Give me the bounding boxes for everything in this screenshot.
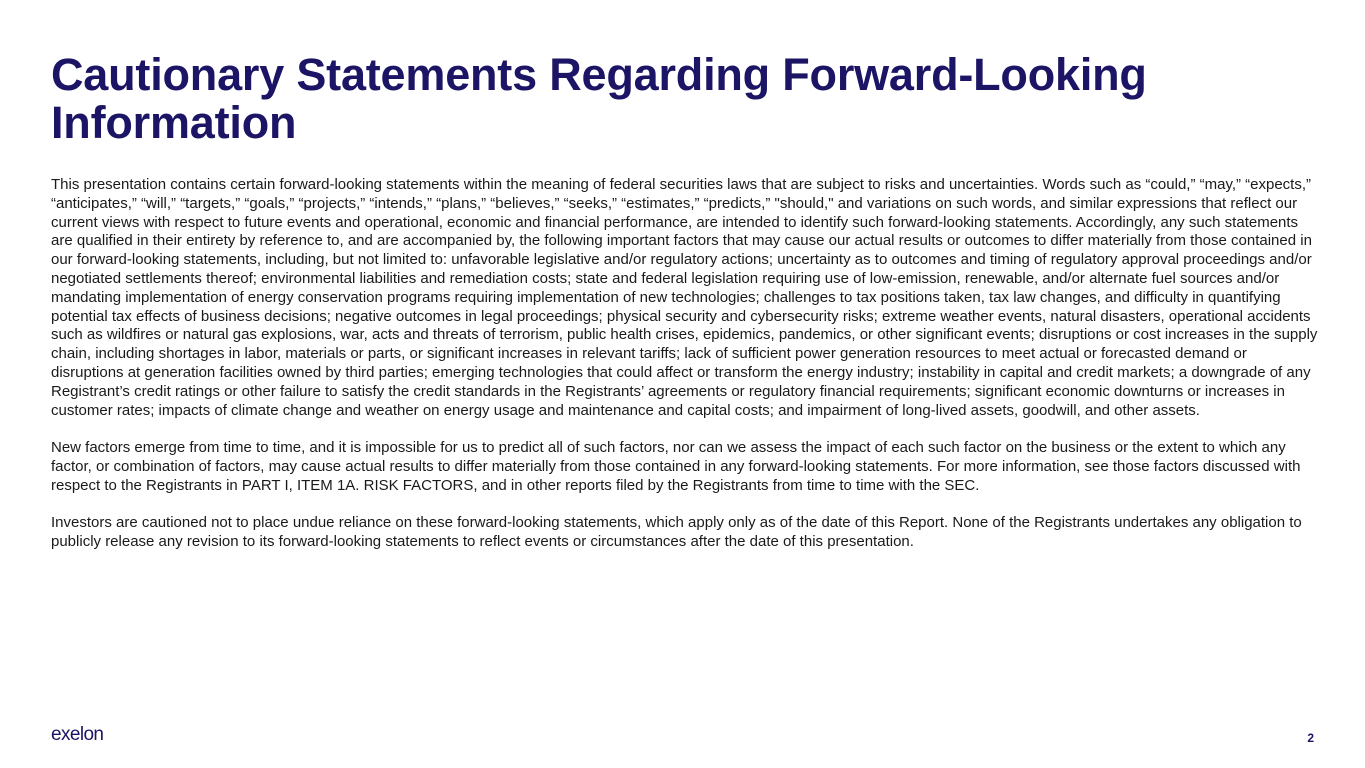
disclaimer-body [51,176,1319,571]
paragraph-investor-caution: Investors are cautioned not to place undue reliance on these forward-looking statements, which apply only as of the date of this Report. None of the Registrants undertakes any obligation to publicly release any revision to its forward-looking statements to reflect events or circumstances after the date of this presentation. [51,514,1302,551]
page-number: 2 [1307,731,1314,745]
paragraph-forward-looking-factors: This presentation contains certain forward-looking statements within the meaning of federal securities laws that are subject to risks and uncertainties. Words such as “could,” “may,” “expects,” “anticipates,” “will,” “targets,” “goals,” “projects,” “intends,” “plans,” “believes,” “seeks,” “estimates,” “predicts,” "should," and variations on such words, and similar expressions that reflect our current views with respect to future events and operational, economic and financial performance, are intended to identify such forward-looking statements. Accordingly, any such statements are qualified in their entirety by reference to, and are accompanied by, the following important factors that may cause our actual results or outcomes to differ materially from those contained in our forward-looking statements, including, but not limited to: unfavorable legislative and/or regulatory actions; uncertainty as to outcomes and timing of regulatory approval proceedings and/or negotiated settlements thereof; environmental liabilities and remediation costs; state and federal legislation requiring use of low-emission, renewable, and/or alternate fuel sources and/or mandating implementation of energy conservation programs requiring implementation of new technologies; challenges to tax positions taken, tax law changes, and difficulty in quantifying potential tax effects of business decisions; negative outcomes in legal proceedings; physical security and cybersecurity risks; extreme weather events, natural disasters, operational accidents such as wildfires or natural gas explosions, war, acts and threats of terrorism, public health crises, epidemics, pandemics, or other significant events; disruptions or cost increases in the supply chain, including shortages in labor, materials or parts, or significant increases in relevant tariffs; lack of sufficient power generation resources to meet actual or forecasted demand or disruptions at generation facilities owned by third parties; emerging technologies that could affect or transform the energy industry; instability in capital and credit markets; a downgrade of any Registrant’s credit ratings or other failure to satisfy the credit standards in the Registrants’ agreements or regulatory financial requirements; significant economic downturns or increases in customer rates; impacts of climate change and weather on energy usage and maintenance and capital costs; and impairment of long-lived assets, goodwill, and other assets. [51,176,1318,419]
slide-title: Cautionary Statements Regarding Forward-Looking Information [51,49,1147,148]
paragraph-new-factors: New factors emerge from time to time, and it is impossible for us to predict all of such factors, nor can we assess the impact of each such factor on the business or the extent to which any factor, or combination of factors, may cause actual results to differ materially from those contained in any forward-looking statements. For more information, see those factors discussed with respect to the Registrants in PART I, ITEM 1A. RISK FACTORS, and in other reports filed by the Registrants from time to time with the SEC. [51,439,1301,494]
exelon-logo: exelon [51,724,104,745]
